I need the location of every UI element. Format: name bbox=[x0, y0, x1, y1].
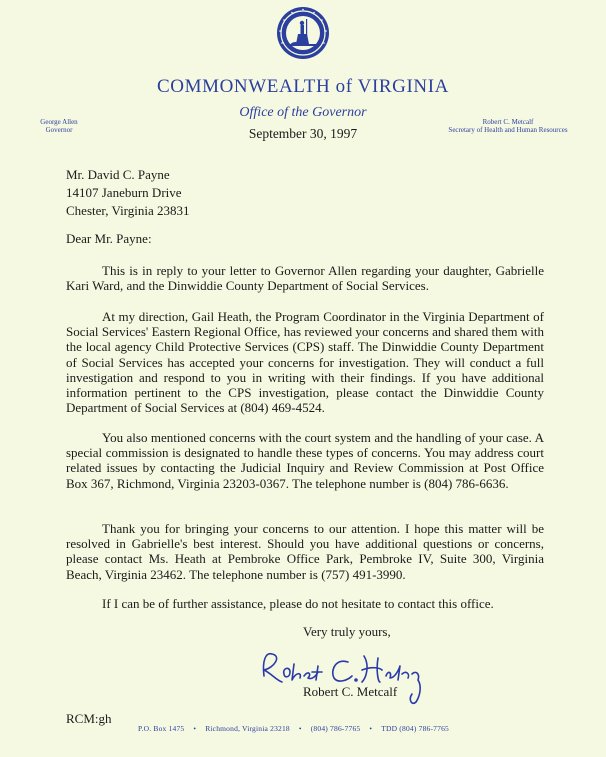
governor-name: George Allen bbox=[40, 118, 78, 126]
footer-bullet-icon: • bbox=[193, 724, 197, 733]
letterhead-footer bbox=[138, 724, 449, 733]
letterhead-office: Office of the Governor bbox=[239, 105, 367, 120]
paragraph-text: This is in reply to your letter to Governor Allen regarding your daughter, Gabrielle Kari Ward, and the Dinwiddie County Department of Social Services. bbox=[66, 263, 544, 294]
paragraph-text: Thank you for bringing your concerns to our attention. I hope this matter will be resolved in Gabrielle's best interest. Should you have additional questions or concerns, please contact Ms. Heath at Pembroke Office Park, Pembroke IV, Suite 300, Virginia Beach, Virginia 23462. The telephone number is (757) 491-3990. bbox=[66, 521, 544, 582]
recipient-street: 14107 Janeburn Drive bbox=[66, 185, 182, 200]
secretary-block bbox=[438, 118, 578, 134]
footer-phone: (804) 786-7765 bbox=[310, 724, 361, 733]
footer-bullet-icon: • bbox=[369, 724, 373, 733]
footer-po-box: P.O. Box 1475 bbox=[138, 724, 185, 733]
footer-city: Richmond, Virginia 23218 bbox=[205, 724, 290, 733]
body-paragraph bbox=[66, 430, 544, 491]
governor-title: Governor bbox=[45, 126, 73, 134]
footer-tdd: TDD (804) 786-7765 bbox=[381, 724, 449, 733]
paragraph-text: At my direction, Gail Heath, the Program Coordinator in the Virginia Department of Social Services' Eastern Regional Office, has reviewed your concerns and shared them with the local agency Child Protective Services (CPS) staff. The Dinwiddie County Department of Social Services has accepted your concerns for investigation. They will conduct a full investigation and respond to you in writing with their findings. If you have additional information pertinent to the CPS investigation, please contact the Dinwiddie County Department of Social Services at (804) 469-4524. bbox=[66, 309, 544, 416]
letter-date: September 30, 1997 bbox=[248, 126, 358, 141]
body-paragraph bbox=[66, 521, 544, 582]
recipient-city: Chester, Virginia 23831 bbox=[66, 203, 190, 218]
secretary-name: Robert C. Metcalf bbox=[482, 118, 534, 126]
recipient-address bbox=[66, 166, 190, 220]
closing: Very truly yours, bbox=[303, 624, 391, 639]
footer-bullet-icon: • bbox=[298, 724, 302, 733]
secretary-title: Secretary of Health and Human Resources bbox=[448, 126, 568, 134]
governor-block bbox=[28, 118, 90, 134]
paragraph-text: If I can be of further assistance, please do not hesitate to contact this office. bbox=[102, 596, 494, 611]
salutation: Dear Mr. Payne: bbox=[66, 231, 152, 246]
paragraph-text: You also mentioned concerns with the court system and the handling of your case. A special commission is designated to handle these types of concerns. You may address court related issues by contacting the Judicial Inquiry and Review Commission at Post Office Box 367, Richmond, Virginia 23203-0367. The telephone number is (804) 786-6636. bbox=[66, 430, 544, 491]
body-paragraph bbox=[66, 263, 544, 293]
body-paragraph bbox=[66, 596, 544, 611]
body-paragraph bbox=[66, 309, 544, 415]
recipient-name: Mr. David C. Payne bbox=[66, 167, 170, 182]
virginia-state-seal-icon bbox=[276, 6, 330, 60]
letterhead-title: COMMONWEALTH of VIRGINIA bbox=[157, 76, 449, 97]
typist-initials: RCM:gh bbox=[66, 711, 112, 726]
signer-name: Robert C. Metcalf bbox=[303, 684, 398, 699]
